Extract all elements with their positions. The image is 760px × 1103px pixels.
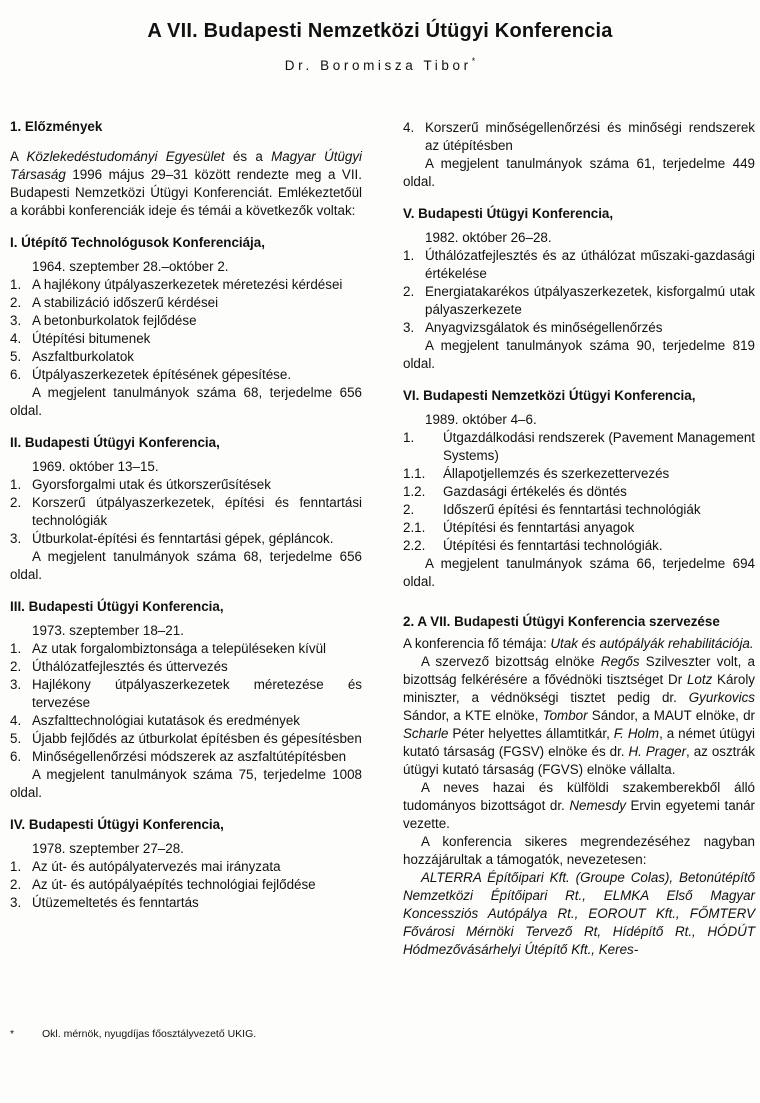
author-name: Dr. Boromisza Tibor [284, 58, 472, 73]
conference-summary: A megjelent tanulmányok száma 61, terjedelme 449 oldal. [403, 156, 755, 189]
conference-summary: A megjelent tanulmányok száma 75, terjedelme 1008 oldal. [10, 767, 362, 800]
list-item: 3. Útburkolat-építési és fenntartási gépek, gépláncok. [10, 531, 334, 546]
conference-summary: A megjelent tanulmányok száma 68, terjedelme 656 oldal. [10, 385, 362, 418]
footnote-marker: * [471, 56, 476, 66]
list-item: 4. Aszfalttechnológiai kutatások és eredmények [10, 713, 300, 728]
conference-summary: A megjelent tanulmányok száma 66, terjedelme 694 oldal. [403, 556, 755, 589]
list-item: 1. Úthálózatfejlesztés és az úthálózat műszaki-gazdasági értékelése [403, 248, 755, 281]
list-item: 2. Az út- és autópályaépítés technológiai fejlődése [10, 877, 316, 892]
list-item: 2.1. Útépítési és fenntartási anyagok [403, 520, 635, 535]
list-item: 1. Útgazdálkodási rendszerek (Pavement Management Systems) [403, 430, 755, 463]
sponsors-intro-paragraph: A konferencia sikeres megrendezéséhez nagyban hozzájárultak a támogatók, nevezetesen: [403, 834, 755, 867]
list-item: 6. Útpályaszerkezetek építésének gépesítése. [10, 367, 292, 382]
list-item: 3. A betonburkolatok fejlődése [10, 313, 197, 328]
committee-paragraph: A szervező bizottság elnöke Regős Szilveszter volt, a bizottság felkérésére a fővédnöki tisztséget Dr Lotz Károly miniszter, a védnökségi tisztet pedig dr. Gyurkovics Sándor, a KTE elnöke, Tombor Sándor, a MAUT elnöke, dr Scharle Péter helyettes államtitkár, F. Holm, a német útügyi kutató társaság (FGSV) elnöke és dr. H. Prager, az osztrák útügyi kutató társaság (FGVS) elnöke vállalta. [403, 654, 756, 777]
conference-date: 1973. szeptember 18–21. [32, 623, 184, 638]
list-item: 3. Útüzemeltetés és fenntartás [10, 895, 199, 910]
conference-heading: VI. Budapesti Nemzetközi Útügyi Konferencia, [403, 388, 696, 403]
conference-heading: II. Budapesti Útügyi Konferencia, [10, 435, 220, 450]
section-heading: 1. Előzmények [10, 119, 103, 134]
conference-summary: A megjelent tanulmányok száma 68, terjedelme 656 oldal. [10, 549, 362, 582]
sponsors-list-paragraph: ALTERRA Építőipari Kft. (Groupe Colas), Betonútépítő Nemzetközi Építőipari Rt., ELMKA Első Magyar Koncessziós Autópálya Rt., EOROUT Kft., FŐMTERV Fővárosi Mérnöki Tervező Rt, Hídépítő Rt., HÓDÚT Hódmezővásárhelyi Útépítő Kft., Keres- [403, 870, 755, 957]
list-item: 1. A hajlékony útpályaszerkezetek méretezési kérdései [10, 277, 343, 292]
conference-heading: IV. Budapesti Útügyi Konferencia, [10, 817, 224, 832]
footnote-mark: * [10, 1028, 15, 1040]
list-item: 3. Anyagvizsgálatok és minőségellenőrzés [403, 320, 663, 335]
list-item: 1.1. Állapotjellemzés és szerkezettervezés [403, 466, 670, 481]
list-item: 5. Újabb fejlődés az útburkolat építésben és gépesítésben [10, 731, 362, 746]
conference-date: 1969. október 13–15. [32, 459, 159, 474]
conference-heading: III. Budapesti Útügyi Konferencia, [10, 599, 224, 614]
page-title: A VII. Budapesti Nemzetközi Útügyi Konferencia [147, 20, 613, 42]
conference-heading: I. Útépítő Technológusok Konferenciája, [10, 235, 265, 250]
list-item: 1.2. Gazdasági értékelés és döntés [403, 484, 627, 499]
conference-date: 1989. október 4–6. [425, 412, 537, 427]
conference-heading: V. Budapesti Útügyi Konferencia, [403, 206, 614, 221]
intro-paragraph: A Közlekedéstudományi Egyesület és a Magyar Útügyi Társaság 1996 május 29–31 között rendezte meg a VII. Budapesti Nemzetközi Útügyi Konferenciát. Emlékeztetőül a korábbi konferenciák ideje és témái a következők voltak: [10, 149, 363, 218]
list-item: 1. Az utak forgalombiztonsága a településeken kívül [10, 641, 327, 656]
conference-summary: A megjelent tanulmányok száma 90, terjedelme 819 oldal. [403, 338, 755, 371]
theme-paragraph: A konferencia fő témája: Utak és autópályák rehabilitációja. [403, 636, 754, 651]
list-item: 2. Korszerű útpályaszerkezetek, építési és fenntartási technológiák [10, 495, 362, 528]
list-item: 2. Energiatakarékos útpályaszerkezetek, kisforgalmú utak pályaszerkezete [403, 284, 755, 317]
list-item: 2. Időszerű építési és fenntartási technológiák [403, 502, 701, 517]
list-item: 2. Úthálózatfejlesztés és úttervezés [10, 659, 228, 674]
right-column [403, 119, 755, 959]
list-item: 2.2. Útépítési és fenntartási technológiák. [403, 538, 663, 553]
left-column [10, 118, 362, 912]
list-item: 4. Korszerű minőségellenőrzési és minőségi rendszerek az útépítésben [403, 120, 755, 153]
list-item: 2. A stabilizáció időszerű kérdései [10, 295, 219, 310]
footnote-text: Okl. mérnök, nyugdíjas főosztályvezető UKIG. [42, 1028, 257, 1040]
list-item: 6. Minőségellenőrzési módszerek az aszfaltútépítésben [10, 749, 347, 764]
footnote [10, 1028, 256, 1040]
section-heading: 2. A VII. Budapesti Útügyi Konferencia szervezése [403, 614, 720, 629]
list-item: 1. Gyorsforgalmi utak és útkorszerűsítések [10, 477, 271, 492]
conference-date: 1978. szeptember 27–28. [32, 841, 184, 856]
list-item: 3. Hajlékony útpályaszerkezetek méretezése és tervezése [10, 677, 362, 710]
list-item: 5. Aszfaltburkolatok [10, 349, 134, 364]
list-item: 4. Útépítési bitumenek [10, 331, 151, 346]
author-line [0, 56, 760, 73]
list-item: 1. Az út- és autópályatervezés mai irányzata [10, 859, 281, 874]
conference-date: 1982. október 26–28. [425, 230, 552, 245]
conference-date: 1964. szeptember 28.–október 2. [32, 259, 229, 274]
scientific-committee-paragraph: A neves hazai és külföldi szakemberekből álló tudományos bizottságot dr. Nemesdy Ervin egyetemi tanár vezette. [403, 780, 756, 831]
